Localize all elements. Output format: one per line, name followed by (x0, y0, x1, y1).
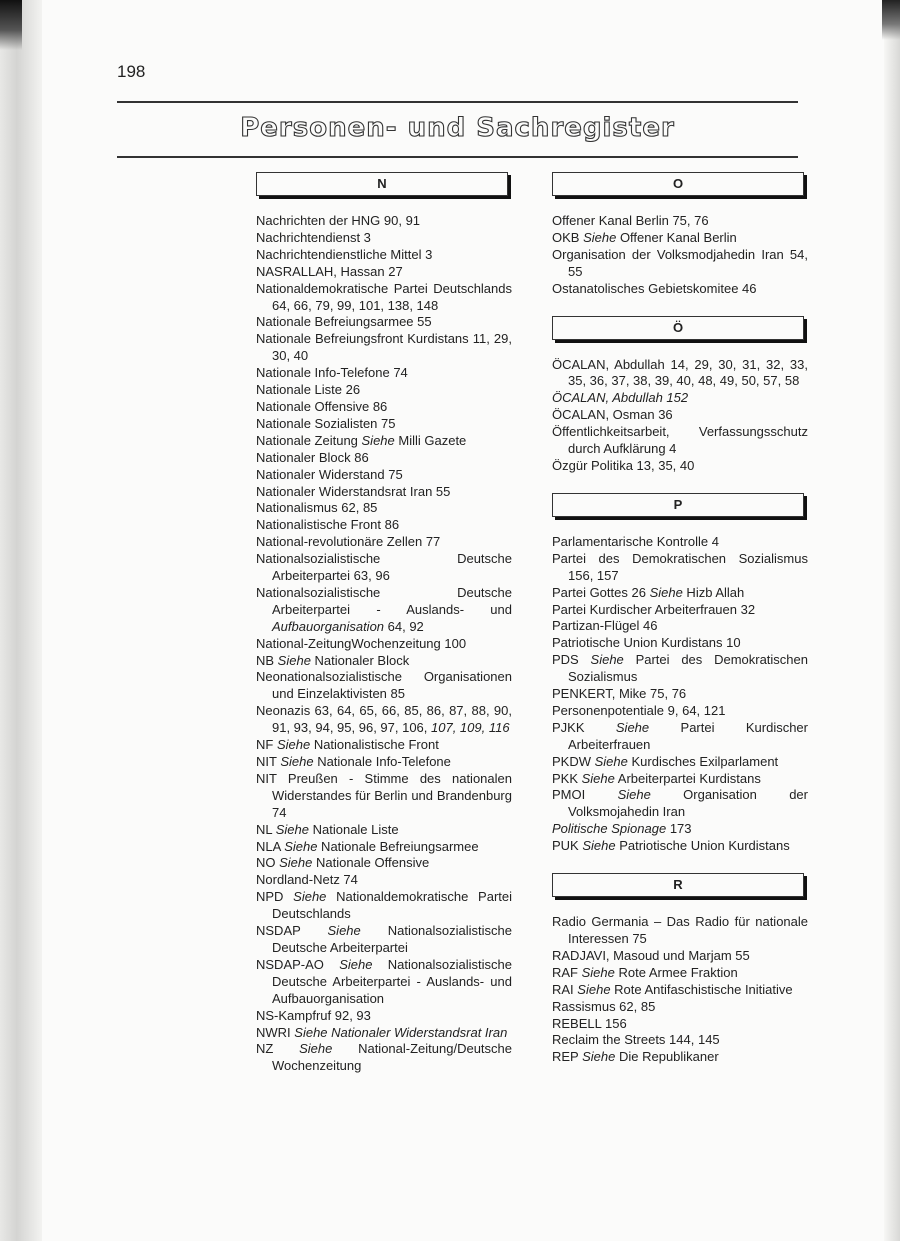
index-entry: NO Siehe Nationale Offensive (256, 855, 430, 871)
index-entry: NASRALLAH, Hassan 27 (256, 263, 403, 279)
index-section (552, 172, 808, 298)
index-entry: Radio Germania – Das Radio für nationale Interessen 75 (552, 914, 808, 946)
index-entry: Nachrichtendienst 3 (256, 229, 371, 245)
index-section (256, 172, 512, 1075)
index-entry: Rassismus 62, 85 (552, 998, 656, 1014)
page-number: 198 (117, 62, 146, 81)
index-entry: NWRI Siehe Nationaler Widerstandsrat Iran (256, 1024, 508, 1040)
index-entry: Nationalsozialistische Deutsche Arbeiterpartei 63, 96 (256, 551, 512, 584)
index-entry: Nationaler Widerstandsrat Iran 55 (256, 483, 451, 499)
index-entry: NIT Preußen - Stimme des nationalen Widerstandes für Berlin und Brandenburg 74 (256, 770, 512, 820)
index-entry: Nationale Offensive 86 (256, 398, 388, 414)
index-entry: NLA Siehe Nationale Befreiungsarmee (256, 838, 479, 854)
index-entry: Nationale Liste 26 (256, 382, 361, 398)
index-entry: PKDW Siehe Kurdisches Exilparlament (552, 753, 779, 769)
section-letter-header: Ö (552, 316, 804, 340)
index-entry: Personenpotentiale 9, 64, 121 (552, 702, 726, 718)
index-entry: PUK Siehe Patriotische Union Kurdistans (552, 838, 790, 854)
index-entry: Nachrichten der HNG 90, 91 (256, 213, 421, 228)
index-entry: ÖCALAN, Abdullah 152 (552, 390, 689, 406)
index-entry: Nationalsozialistische Deutsche Arbeiterpartei - Auslands- und Aufbauorganisation 64, 92 (256, 584, 512, 634)
index-entry: Offener Kanal Berlin 75, 76 (552, 213, 709, 228)
index-entry: ÖCALAN, Abdullah 14, 29, 30, 31, 32, 33, 35, 36, 37, 38, 39, 40, 48, 49, 50, 57, 58 (552, 356, 808, 389)
section-letter-header: P (552, 493, 804, 517)
index-entry: Nationale Zeitung Siehe Milli Gazete (256, 432, 467, 448)
index-entry: PKK Siehe Arbeiterpartei Kurdistans (552, 770, 761, 786)
index-entry: NS-Kampfruf 92, 93 (256, 1007, 371, 1023)
index-entry: Neonazis 63, 64, 65, 66, 85, 86, 87, 88, 90, 91, 93, 94, 95, 96, 97, 106, 107, 109, 116 (256, 703, 512, 736)
header-rule-top (117, 101, 798, 103)
section-letter-header: O (552, 172, 804, 196)
index-entry: National-revolutionäre Zellen 77 (256, 534, 441, 550)
index-entry: Nationale Befreiungsarmee 55 (256, 314, 432, 330)
index-entry: Organisation der Volksmodjahedin Iran 54, 55 (552, 246, 808, 279)
index-entry: RAF Siehe Rote Armee Fraktion (552, 964, 738, 980)
index-entry: Partei Gottes 26 Siehe Hizb Allah (552, 584, 745, 600)
index-section (552, 493, 808, 855)
index-entry: REP Siehe Die Republikaner (552, 1049, 719, 1065)
section-letter-header: N (256, 172, 508, 196)
index-column-right (552, 172, 808, 1084)
index-section (552, 873, 808, 1066)
scan-border-left (0, 0, 42, 1241)
index-entry: NSDAP Siehe Nationalsozialistische Deutsche Arbeiterpartei (256, 923, 512, 955)
index-entry: PMOI Siehe Organisation der Volksmojahedin Iran (552, 787, 808, 820)
index-entry: Reclaim the Streets 144, 145 (552, 1032, 720, 1048)
header-rule-bottom (117, 156, 798, 158)
index-entry: Neonationalsozialistische Organisationen und Einzelaktivisten 85 (256, 669, 512, 702)
page-title: Personen- und Sachregister (240, 113, 675, 143)
index-entry: Öffentlichkeitsarbeit, Verfassungsschutz durch Aufklärung 4 (552, 424, 808, 457)
index-entry: NSDAP-AO Siehe Nationalsozialistische Deutsche Arbeiterpartei - Auslands- und Aufbauorganisation (256, 956, 512, 1006)
index-entry: Partei des Demokratischen Sozialismus 156, 157 (552, 550, 808, 583)
index-entry: Nationalismus 62, 85 (256, 500, 378, 516)
index-entry: Özgür Politika 13, 35, 40 (552, 457, 695, 473)
index-entry: NL Siehe Nationale Liste (256, 821, 399, 837)
index-entry: NF Siehe Nationalistische Front (256, 737, 439, 753)
index-entry: OKB Siehe Offener Kanal Berlin (552, 229, 737, 245)
index-entry: National-ZeitungWochenzeitung 100 (256, 635, 467, 651)
index-entry: Ostanatolisches Gebietskomitee 46 (552, 280, 757, 296)
index-entry: RAI Siehe Rote Antifaschistische Initiative (552, 981, 793, 997)
index-entry: Nationale Info-Telefone 74 (256, 365, 408, 381)
index-entry: Politische Spionage 173 (552, 821, 692, 837)
index-entry: Nationaler Widerstand 75 (256, 466, 403, 482)
scan-shadow-right (882, 0, 900, 40)
index-entry: NPD Siehe Nationaldemokratische Partei Deutschlands (256, 889, 513, 922)
index-entry: Nationale Sozialisten 75 (256, 415, 396, 431)
index-entry: NIT Siehe Nationale Info-Telefone (256, 754, 451, 769)
index-entry: Nationale Befreiungsfront Kurdistans 11, 29, 30, 40 (256, 331, 512, 364)
index-entry: Patriotische Union Kurdistans 10 (552, 635, 741, 651)
index-entry: NZ Siehe National-Zeitung/Deutsche Wochenzeitung (256, 1041, 512, 1074)
index-entry: Partei Kurdischer Arbeiterfrauen 32 (552, 601, 756, 617)
index-entry: NB Siehe Nationaler Block (256, 652, 410, 668)
scan-shadow-left (0, 0, 22, 50)
index-entry: Nationaldemokratische Partei Deutschlands 64, 66, 79, 99, 101, 138, 148 (256, 280, 512, 313)
index-entry: REBELL 156 (552, 1015, 627, 1031)
index-entry: Nachrichtendienstliche Mittel 3 (256, 246, 433, 262)
index-entry: ÖCALAN, Osman 36 (552, 407, 673, 423)
index-entry: Nationalistische Front 86 (256, 517, 400, 533)
index-entry: Parlamentarische Kontrolle 4 (552, 533, 719, 549)
index-entry: Nationaler Block 86 (256, 449, 369, 465)
section-letter-header: R (552, 873, 804, 897)
index-column-left (256, 172, 512, 1093)
index-entry: PJKK Siehe Partei Kurdischer Arbeiterfrauen (552, 719, 808, 752)
index-entry: Nordland-Netz 74 (256, 872, 358, 888)
index-entry: Partizan-Flügel 46 (552, 618, 658, 634)
scan-border-right (884, 0, 900, 1241)
index-entry: RADJAVI, Masoud und Marjam 55 (552, 947, 750, 963)
index-section (552, 316, 808, 475)
index-entry: PENKERT, Mike 75, 76 (552, 686, 687, 702)
index-entry: PDS Siehe Partei des Demokratischen Sozialismus (552, 652, 809, 685)
